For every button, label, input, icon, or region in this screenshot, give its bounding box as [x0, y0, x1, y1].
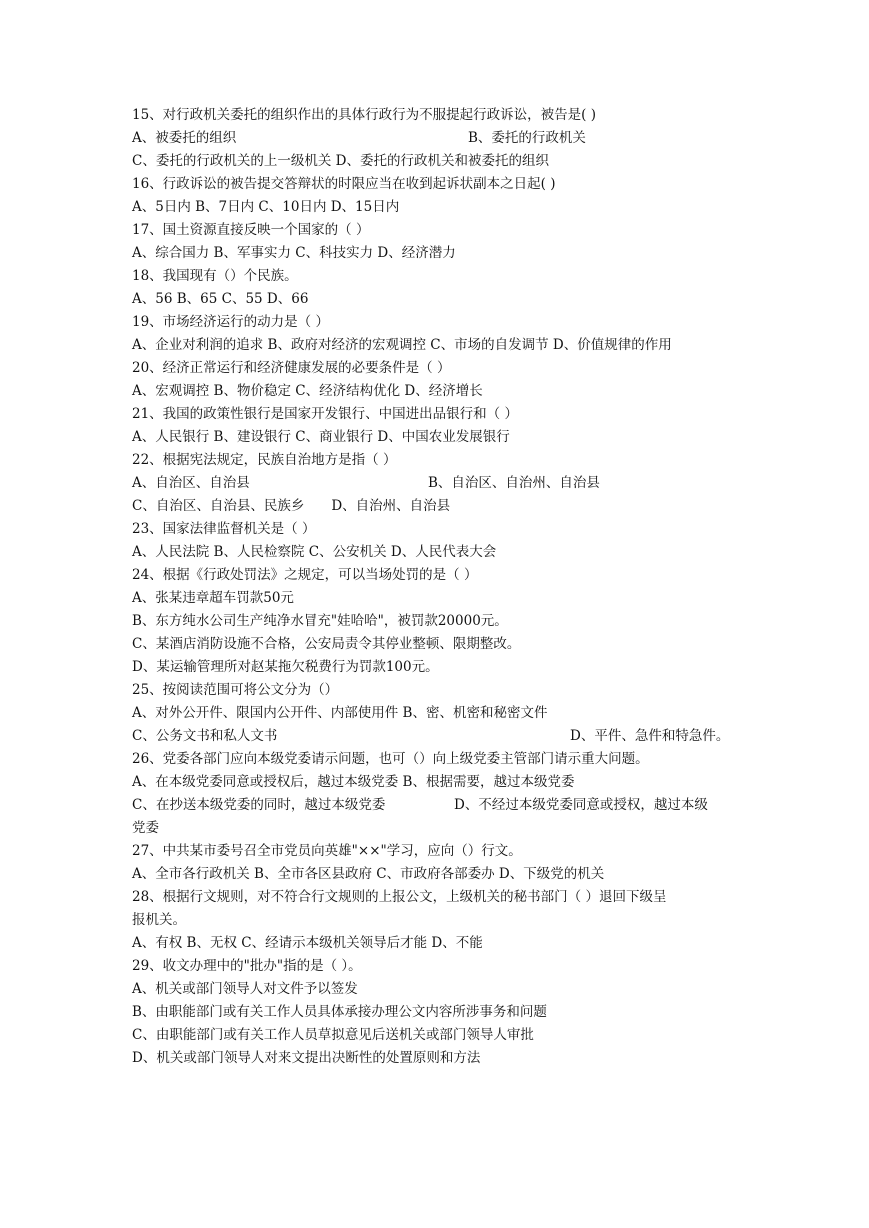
options-row: A、5日内 B、7日内 C、10日内 D、15日内 — [132, 199, 400, 215]
question-15: 15、对行政机关委托的组织作出的具体行政行为不服提起行政诉讼，被告是( ) — [132, 107, 597, 123]
option-b: B、东方纯水公司生产纯净水冒充"娃哈哈"，被罚款20000元。 — [132, 613, 508, 629]
options-row: A、人民法院 B、人民检察院 C、公安机关 D、人民代表大会 — [132, 544, 497, 560]
option-a: A、张某违章超车罚款50元 — [132, 590, 294, 606]
option-c: C、在抄送本级党委的同时，越过本级党委 — [132, 797, 386, 813]
option-c: C、由职能部门或有关工作人员草拟意见后送机关或部门领导人审批 — [132, 1027, 534, 1043]
question-19: 19、市场经济运行的动力是（ ） — [132, 314, 329, 330]
options-row — [132, 725, 742, 748]
option-b: B、自治区、自治州、自治县 — [428, 475, 600, 491]
option-d: D、机关或部门领导人对来文提出决断性的处置原则和方法 — [132, 1050, 481, 1066]
question-25: 25、按阅读范围可将公文分为（） — [132, 682, 339, 698]
question-29: 29、收文办理中的"批办"指的是（ ）。 — [132, 958, 362, 974]
option-d: D、平件、急件和特急件。 — [570, 728, 730, 744]
question-20: 20、经济正常运行和经济健康发展的必要条件是（ ） — [132, 360, 451, 376]
document-body — [132, 104, 742, 1070]
options-row: A、宏观调控 B、物价稳定 C、经济结构优化 D、经济增长 — [132, 383, 483, 399]
options-row — [132, 794, 742, 817]
options-row: A、在本级党委同意或授权后，越过本级党委 B、根据需要，越过本级党委 — [132, 774, 575, 790]
question-26: 26、党委各部门应向本级党委请示问题，也可（）向上级党委主管部门请示重大问题。 — [132, 751, 649, 767]
options-row: A、56 B、65 C、55 D、66 — [132, 291, 309, 307]
options-row: A、综合国力 B、军事实力 C、科技实力 D、经济潜力 — [132, 245, 456, 261]
options-row: A、企业对利润的追求 B、政府对经济的宏观调控 C、市场的自发调节 D、价值规律的作用 — [132, 337, 672, 353]
option-d-continued: 党委 — [132, 820, 159, 836]
option-d: D、不经过本级党委同意或授权，越过本级 — [454, 797, 708, 813]
option-a: A、机关或部门领导人对文件予以签发 — [132, 981, 358, 997]
question-22: 22、根据宪法规定，民族自治地方是指（ ） — [132, 452, 397, 468]
question-17: 17、国土资源直接反映一个国家的（ ） — [132, 222, 370, 238]
options-row: A、全市各行政机关 B、全市各区县政府 C、市政府各部委办 D、下级党的机关 — [132, 866, 605, 882]
question-28-continued: 报机关。 — [132, 912, 186, 928]
question-24: 24、根据《行政处罚法》之规定，可以当场处罚的是（ ） — [132, 567, 478, 583]
question-27: 27、中共某市委号召全市党员向英雄"××"学习，应向（）行文。 — [132, 843, 522, 859]
option-c: C、公务文书和私人文书 — [132, 728, 278, 744]
options-row: A、有权 B、无权 C、经请示本级机关领导后才能 D、不能 — [132, 935, 483, 951]
question-21: 21、我国的政策性银行是国家开发银行、中国进出品银行和（ ） — [132, 406, 518, 422]
question-28: 28、根据行文规则，对不符合行文规则的上报公文，上级机关的秘书部门（ ）退回下级呈 — [132, 889, 667, 905]
options-row: C、自治区、自治县、民族乡 D、自治州、自治县 — [132, 498, 451, 514]
option-d: D、某运输管理所对赵某拖欠税费行为罚款100元。 — [132, 659, 439, 675]
options-row: A、人民银行 B、建设银行 C、商业银行 D、中国农业发展银行 — [132, 429, 510, 445]
options-row — [132, 472, 742, 495]
question-16: 16、行政诉讼的被告提交答辩状的时限应当在收到起诉状副本之日起( ) — [132, 176, 556, 192]
option-b: B、由职能部门或有关工作人员具体承接办理公文内容所涉事务和问题 — [132, 1004, 547, 1020]
option-b: B、委托的行政机关 — [468, 130, 586, 146]
options-row — [132, 127, 742, 150]
question-18: 18、我国现有（）个民族。 — [132, 268, 298, 284]
options-row: A、对外公开件、限国内公开件、内部使用件 B、密、机密和秘密文件 — [132, 705, 548, 721]
option-c: C、某酒店消防设施不合格，公安局责令其停业整顿、限期整改。 — [132, 636, 521, 652]
option-a: A、自治区、自治县 — [132, 475, 250, 491]
question-23: 23、国家法律监督机关是（ ） — [132, 521, 316, 537]
options-row: C、委托的行政机关的上一级机关 D、委托的行政机关和被委托的组织 — [132, 153, 549, 169]
option-a: A、被委托的组织 — [132, 130, 237, 146]
